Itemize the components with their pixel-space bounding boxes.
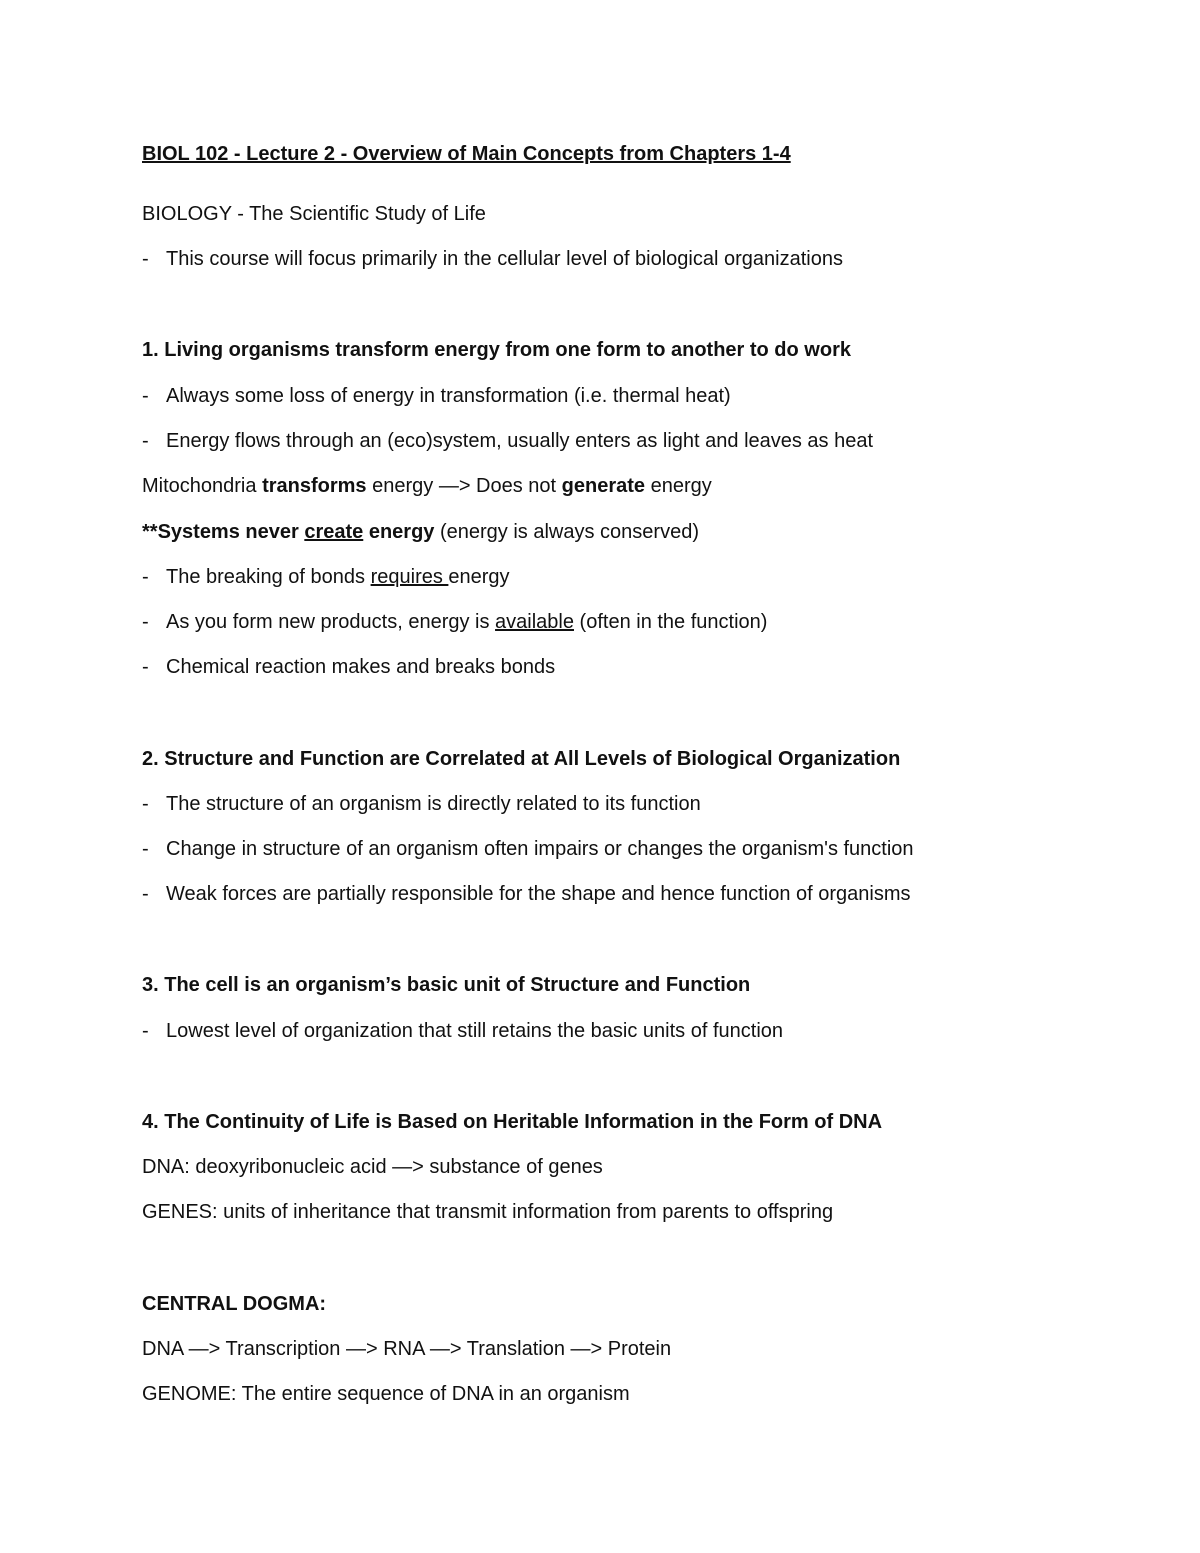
bold-underlined-text: create [304,521,364,543]
list-item [142,655,555,679]
list-item [142,882,911,906]
bold-text: energy [363,521,435,543]
bullet-text: Change in structure of an organism often impairs or changes the organism's function [166,838,914,860]
bullet-dash: - [142,385,149,407]
bullet-text: Lowest level of organization that still retains the basic units of function [166,1020,784,1042]
bullet-text: Energy flows through an (eco)system, usually enters as light and leaves as heat [166,430,874,452]
intro-heading: BIOLOGY - The Scientific Study of Life [142,203,486,225]
bullet-text: Always some loss of energy in transformation (i.e. thermal heat) [166,385,731,407]
text-span: (energy is always conserved) [434,521,699,543]
text-span: The breaking of bonds [166,566,371,588]
bullet-dash: - [142,430,149,452]
section-heading: 2. Structure and Function are Correlated at All Levels of Biological Organization [142,748,901,770]
bold-text: **Systems never [142,521,305,543]
text-span: energy [645,475,712,497]
definition-line: DNA —> Transcription —> RNA —> Translation —> Protein [142,1338,672,1360]
bold-text: generate [561,475,646,497]
bullet-dash: - [142,793,149,815]
section-heading: 1. Living organisms transform energy from one form to another to do work [142,339,851,361]
bullet-text: Chemical reaction makes and breaks bonds [166,656,556,678]
list-item [142,565,510,589]
definition-line: DNA: deoxyribonucleic acid —> substance of genes [142,1156,603,1178]
list-item [142,384,731,408]
text-span: Mitochondria [142,475,263,497]
definition-line: GENES: units of inheritance that transmit information from parents to offspring [142,1201,834,1223]
mitochondria-line [142,474,712,498]
list-item [142,1019,783,1043]
bullet-text: The structure of an organism is directly related to its function [166,793,701,815]
section-heading: CENTRAL DOGMA: [142,1293,327,1315]
list-item [142,247,843,271]
text-span: (often in the function) [574,611,768,633]
text-span: energy [448,566,510,588]
bullet-dash: - [142,1020,149,1042]
list-item [142,837,914,861]
bullet-text: Weak forces are partially responsible for the shape and hence function of organisms [166,883,911,905]
text-span: energy —> Does not [366,475,562,497]
bullet-dash: - [142,883,149,905]
document-title: BIOL 102 - Lecture 2 - Overview of Main Concepts from Chapters 1-4 [142,143,791,165]
text-span: As you form new products, energy is [166,611,496,633]
underlined-text: available [495,611,574,633]
bullet-text: This course will focus primarily in the cellular level of biological organizations [166,248,843,270]
systems-line [142,520,699,544]
bullet-dash: - [142,838,149,860]
definition-line: GENOME: The entire sequence of DNA in an organism [142,1383,630,1405]
section-heading: 3. The cell is an organism’s basic unit of Structure and Function [142,974,751,996]
section-heading: 4. The Continuity of Life is Based on Heritable Information in the Form of DNA [142,1111,883,1133]
bullet-dash: - [142,248,149,270]
bullet-dash: - [142,611,149,633]
list-item [142,429,873,453]
list-item [142,792,701,816]
bullet-dash: - [142,566,149,588]
bold-text: transforms [262,475,367,497]
list-item [142,610,767,634]
bullet-dash: - [142,656,149,678]
underlined-text: requires [370,566,449,588]
